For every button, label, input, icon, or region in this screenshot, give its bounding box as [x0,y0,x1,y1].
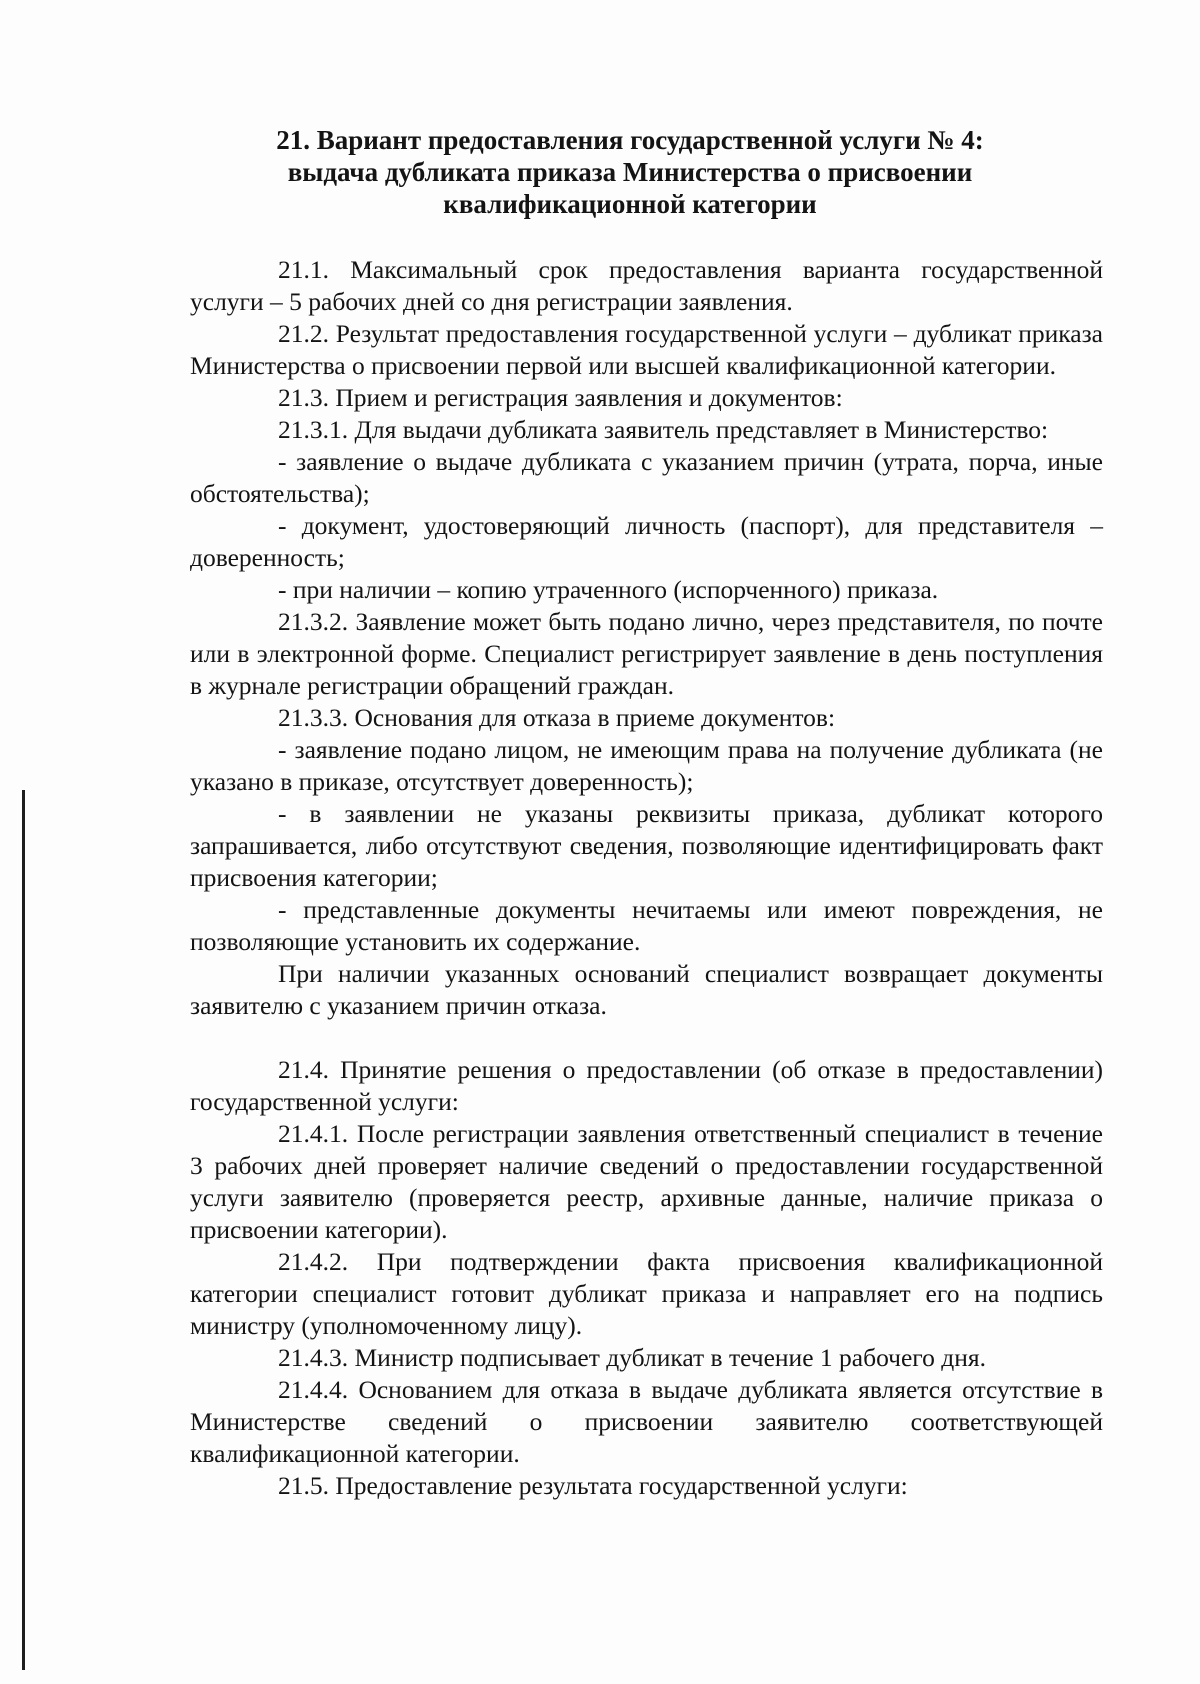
list-item-no-right: - заявление подано лицом, не имеющим права на получение дубликата (не указано в приказе, отсутствует доверенность); [190,735,1103,796]
list-item-unreadable: - представленные документы нечитаемы или имеют повреждения, не позволяющие установить их содержание. [190,895,1103,956]
paragraph-21-4-1: 21.4.1. После регистрации заявления ответственный специалист в течение 3 рабочих дней проверяет наличие сведений о предоставлении государственной услуги заявителю (проверяется реестр, архивные данные, наличие приказа о присвоении категории). [190,1119,1103,1244]
paragraph-21-4-4: 21.4.4. Основанием для отказа в выдаче дубликата является отсутствие в Министерстве сведений о присвоении заявителю соответствующей квалификационной категории. [190,1375,1103,1468]
paragraph-21-2: 21.2. Результат предоставления государственной услуги – дубликат приказа Министерства о присвоении первой или высшей квалификационной категории. [190,319,1103,380]
paragraph-21-5: 21.5. Предоставление результата государственной услуги: [278,1471,908,1500]
title-line-2: выдача дубликата приказа Министерства о присвоении [287,157,973,187]
list-item-application: - заявление о выдаче дубликата с указанием причин (утрата, порча, иные обстоятельства); [190,447,1103,508]
paragraph-21-3-2: 21.3.2. Заявление может быть подано лично, через представителя, по почте или в электронной форме. Специалист регистрирует заявление в день поступления в журнале регистрации обращений граждан. [190,607,1103,700]
paragraph-21-3-1: 21.3.1. Для выдачи дубликата заявитель представляет в Министерство: [278,415,1049,444]
scan-edge-line [22,790,25,1670]
list-item-order-copy: - при наличии – копию утраченного (испорченного) приказа. [278,575,939,604]
paragraph-21-4: 21.4. Принятие решения о предоставлении (об отказе в предоставлении) государственной услуги: [190,1055,1103,1116]
paragraph-gap [190,1022,1103,1054]
paragraph-21-4-2: 21.4.2. При подтверждении факта присвоения квалификационной категории специалист готовит дубликат приказа и направляет его на подпись министру (уполномоченному лицу). [190,1247,1103,1340]
paragraph-21-4-3: 21.4.3. Министр подписывает дубликат в течение 1 рабочего дня. [278,1343,986,1372]
paragraph-21-3-3: 21.3.3. Основания для отказа в приеме документов: [278,703,836,732]
paragraph-return-documents: При наличии указанных оснований специалист возвращает документы заявителю с указанием причин отказа. [190,959,1103,1020]
list-item-no-requisites: - в заявлении не указаны реквизиты приказа, дубликат которого запрашивается, либо отсутствуют сведения, позволяющие идентифицировать факт присвоения категории; [190,799,1103,892]
paragraph-21-1: 21.1. Максимальный срок предоставления варианта государственной услуги – 5 рабочих дней со дня регистрации заявления. [190,255,1103,316]
document-body [190,254,1103,1502]
title-line-1: 21. Вариант предоставления государственной услуги № 4: [276,125,984,155]
section-title [180,124,1080,220]
list-item-identity-document: - документ, удостоверяющий личность (паспорт), для представителя – доверенность; [190,511,1103,572]
title-line-3: квалификационной категории [443,189,817,219]
paragraph-21-3: 21.3. Прием и регистрация заявления и документов: [278,383,843,412]
